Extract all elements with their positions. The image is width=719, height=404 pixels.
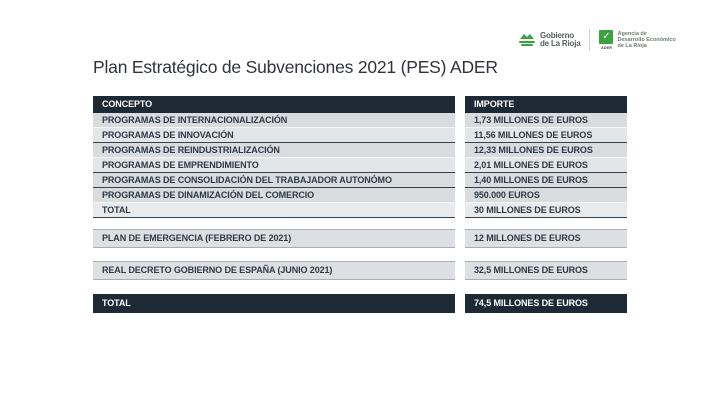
cell-concepto: PROGRAMAS DE EMPRENDIMIENTO <box>93 158 455 173</box>
table-row-emprendimiento <box>93 158 627 173</box>
cell-concepto: PROGRAMAS DE REINDUSTRIALIZACIÓN <box>93 143 455 158</box>
cell-importe: 950.000 EUROS <box>465 188 627 203</box>
ader-line2: Desarrollo Económico <box>617 37 676 43</box>
gobierno-line1: Gobierno <box>540 31 574 40</box>
column-gap <box>455 143 465 158</box>
header-logos <box>518 29 676 51</box>
column-gap <box>455 261 465 280</box>
table-header-row <box>93 96 627 113</box>
column-header-importe: IMPORTE <box>465 96 627 113</box>
table-row-reindustrializacion <box>93 143 627 158</box>
cell-concepto: PROGRAMAS DE CONSOLIDACIÓN DEL TRABAJADOR AUTONÓMO <box>93 173 455 188</box>
cell-importe: 32,5 MILLONES DE EUROS <box>465 261 627 280</box>
column-gap <box>455 128 465 143</box>
cell-concepto: PROGRAMAS DE INNOVACIÓN <box>93 128 455 143</box>
ader-badge-label: ADER <box>600 45 613 50</box>
gobierno-la-rioja-label <box>540 32 580 48</box>
gobierno-line2: de La Rioja <box>540 39 581 48</box>
table-row-real-decreto <box>93 261 627 280</box>
ader-badge <box>599 30 613 50</box>
column-gap <box>455 113 465 128</box>
column-gap <box>455 158 465 173</box>
table-row-plan-emergencia <box>93 229 627 248</box>
column-gap <box>455 229 465 248</box>
cell-importe: 1,40 MILLONES DE EUROS <box>465 173 627 188</box>
la-rioja-emblem-icon <box>518 33 536 48</box>
cell-concepto: PROGRAMAS DE DINAMIZACIÓN DEL COMERCIO <box>93 188 455 203</box>
cell-concepto: TOTAL <box>93 294 455 313</box>
slide-title: Plan Estratégico de Subvenciones 2021 (PES) ADER <box>93 57 498 77</box>
ader-line3: de La Rioja <box>617 43 647 49</box>
cell-importe: 1,73 MILLONES DE EUROS <box>465 113 627 128</box>
column-gap <box>455 203 465 218</box>
column-gap <box>455 188 465 203</box>
cell-concepto: PLAN DE EMERGENCIA (FEBRERO DE 2021) <box>93 229 455 248</box>
ader-label <box>617 30 675 49</box>
subvenciones-table <box>93 96 627 313</box>
table-row-grand-total <box>93 294 627 313</box>
table-row-dinamizacion-comercio <box>93 188 627 203</box>
cell-importe: 30 MILLONES DE EUROS <box>465 203 627 218</box>
column-header-concepto: CONCEPTO <box>93 96 455 113</box>
spacer-row <box>93 280 627 294</box>
table-row-innovacion <box>93 128 627 143</box>
column-gap <box>455 96 465 113</box>
spacer-row <box>93 248 627 261</box>
cell-concepto: REAL DECRETO GOBIERNO DE ESPAÑA (JUNIO 2021) <box>93 261 455 280</box>
cell-importe: 12 MILLONES DE EUROS <box>465 229 627 248</box>
cell-importe: 11,56 MILLONES DE EUROS <box>465 128 627 143</box>
cell-concepto: TOTAL <box>93 203 455 218</box>
cell-importe: 74,5 MILLONES DE EUROS <box>465 294 627 313</box>
cell-concepto: PROGRAMAS DE INTERNACIONALIZACIÓN <box>93 113 455 128</box>
table-row-internacionalizacion <box>93 113 627 128</box>
logo-divider <box>589 29 590 51</box>
table-row-consolidacion-autonomo <box>93 173 627 188</box>
column-gap <box>455 173 465 188</box>
ader-logo <box>599 30 675 50</box>
column-gap <box>455 294 465 313</box>
cell-importe: 12,33 MILLONES DE EUROS <box>465 143 627 158</box>
spacer-row <box>93 218 627 229</box>
cell-importe: 2,01 MILLONES DE EUROS <box>465 158 627 173</box>
checkmark-icon: ✓ <box>599 30 613 44</box>
table-row-subtotal <box>93 203 627 218</box>
gobierno-la-rioja-logo <box>518 32 580 48</box>
ader-line1: Agencia de <box>617 31 647 37</box>
